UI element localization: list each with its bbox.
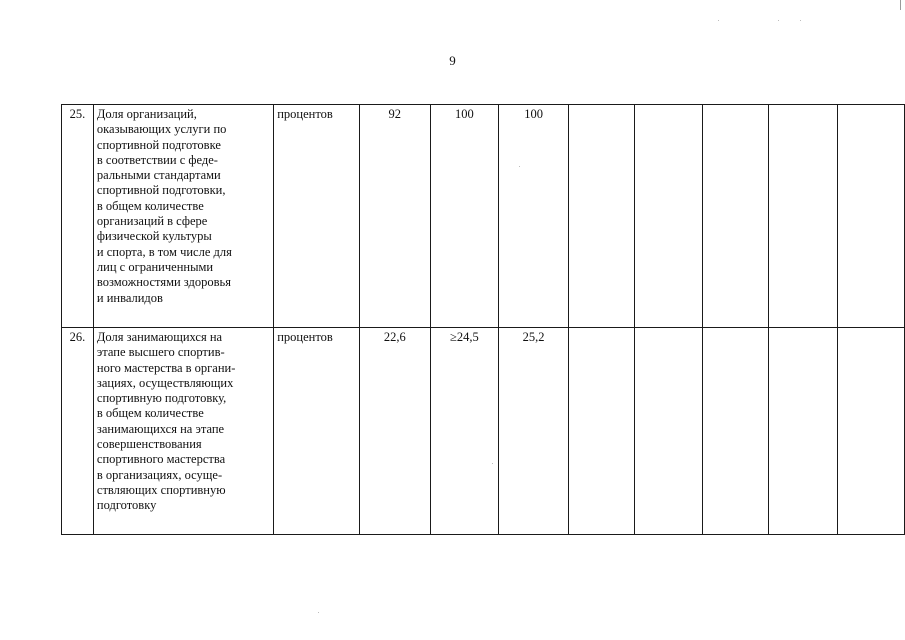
- row-number: 26.: [62, 328, 94, 535]
- value-cell: [568, 328, 634, 535]
- scan-speck: [718, 20, 719, 21]
- unit-cell: процентов: [274, 328, 360, 535]
- value-cell: 100: [499, 105, 569, 328]
- table-row: [62, 105, 905, 328]
- value-cell: 22,6: [360, 328, 431, 535]
- value-cell: ≥24,5: [430, 328, 499, 535]
- value-cell: [837, 328, 904, 535]
- value-cell: [702, 328, 768, 535]
- value-cell: [702, 105, 768, 328]
- value-cell: [837, 105, 904, 328]
- indicator-name: Доля занимающихся на этапе высшего спортив- ного мастерства в органи- зациях, осуществляющих спортивную подготовку, в общем количестве занимающихся на этапе совершенствования спортивного мастерства в организациях, осуще- ствляющих спортивную подготовку: [93, 328, 273, 535]
- scan-speck: [800, 20, 801, 21]
- unit-cell: процентов: [274, 105, 360, 328]
- value-cell: [568, 105, 634, 328]
- value-cell: 25,2: [499, 328, 569, 535]
- value-cell: 100: [430, 105, 499, 328]
- value-cell: [769, 328, 837, 535]
- scan-speck: [492, 463, 493, 464]
- value-cell: [635, 105, 702, 328]
- value-cell: 92: [360, 105, 431, 328]
- scan-edge-mark: [900, 0, 901, 10]
- scan-speck: [318, 612, 319, 613]
- row-number: 25.: [62, 105, 94, 328]
- value-cell: [635, 328, 702, 535]
- table-row: [62, 328, 905, 535]
- indicator-name: Доля организаций, оказывающих услуги по спортивной подготовке в соответствии с феде- ральными стандартами спортивной подготовки, в общем количестве организаций в сфере физической культуры и спорта, в том числе для лиц с ограниченными возможностями здоровья и инвалидов: [93, 105, 273, 328]
- page-number: 9: [449, 53, 456, 68]
- scan-speck: [519, 166, 520, 167]
- scan-speck: [778, 20, 779, 21]
- value-cell: [769, 105, 837, 328]
- indicators-table: [61, 104, 905, 535]
